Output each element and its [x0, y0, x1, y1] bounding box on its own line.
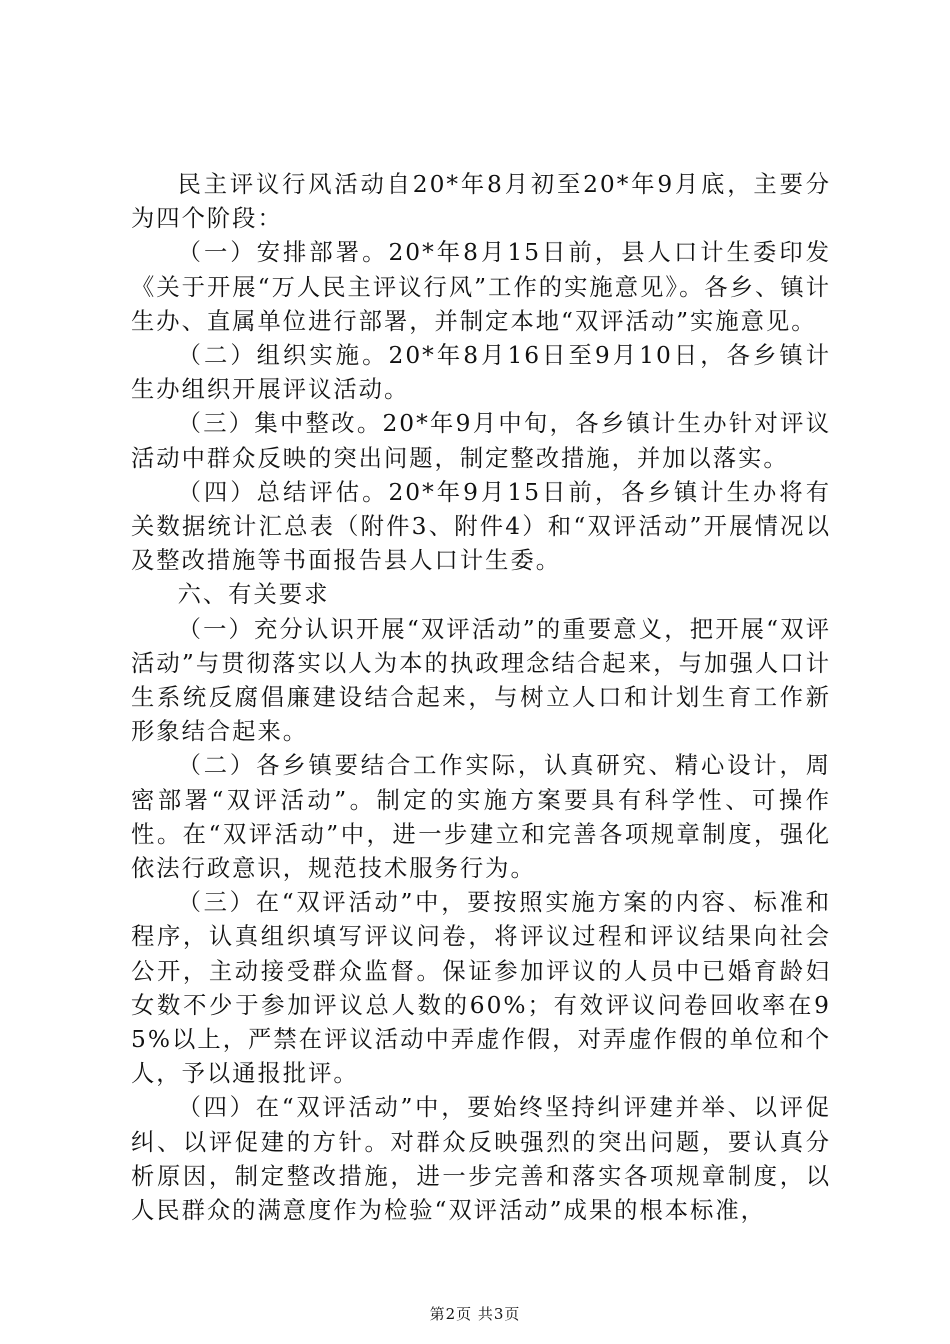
- paragraph-stage-3: （三）集中整改。20*年9月中旬，各乡镇计生办针对评议活动中群众反映的突出问题，制定整改措施，并加以落实。: [131, 410, 831, 472]
- paragraph-requirement-3: （三）在“双评活动”中，要按照实施方案的内容、标准和程序，认真组织填写评议问卷，将评议过程和评议结果向社会公开，主动接受群众监督。保证参加评议的人员中已婚育龄妇女数不少于参加评议总人数的60%；有效评议问卷回收率在95%以上，严禁在评议活动中弄虚作假，对弄虚作假的单位和个人，予以通报批评。: [131, 889, 831, 1088]
- paragraph-stage-1: （一）安排部署。20*年8月15日前，县人口计生委印发《关于开展“万人民主评议行风”工作的实施意见》。各乡、镇计生办、直属单位进行部署，并制定本地“双评活动”实施意见。: [131, 239, 831, 335]
- paragraph-requirement-2: （二）各乡镇要结合工作实际，认真研究、精心设计，周密部署“双评活动”。制定的实施方案要具有科学性、可操作性。在“双评活动”中，进一步建立和完善各项规章制度，强化依法行政意识，规范技术服务行为。: [131, 752, 831, 883]
- page-number-footer: 第2页 共3页: [429, 1305, 521, 1323]
- paragraph-stage-2: （二）组织实施。20*年8月16日至9月10日，各乡镇计生办组织开展评议活动。: [131, 342, 831, 404]
- section-heading-requirements: 六、有关要求: [177, 581, 330, 609]
- paragraph-requirement-1: （一）充分认识开展“双评活动”的重要意义，把开展“双评活动”与贯彻落实以人为本的执政理念结合起来，与加强人口计生系统反腐倡廉建设结合起来，与树立人口和计划生育工作新形象结合起来。: [131, 615, 831, 746]
- document-body: [131, 168, 831, 1228]
- paragraph-stage-4: （四）总结评估。20*年9月15日前，各乡镇计生办将有关数据统计汇总表（附件3、附件4）和“双评活动”开展情况以及整改措施等书面报告县人口计生委。: [131, 478, 831, 575]
- paragraph-intro: 民主评议行风活动自20*年8月初至20*年9月底，主要分为四个阶段：: [131, 171, 831, 233]
- paragraph-requirement-4: （四）在“双评活动”中，要始终坚持纠评建并举、以评促纠、以评促建的方针。对群众反映强烈的突出问题，要认真分析原因，制定整改措施，进一步完善和落实各项规章制度，以人民群众的满意度作为检验“双评活动”成果的根本标准，: [131, 1094, 831, 1225]
